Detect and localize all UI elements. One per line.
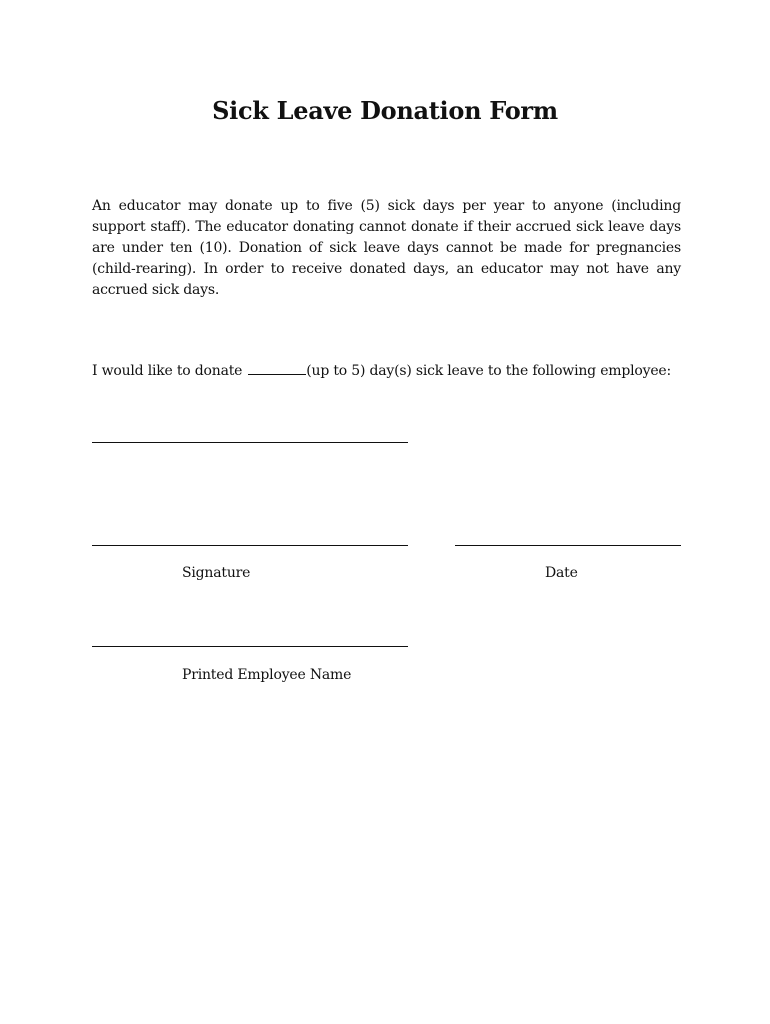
donate-suffix-text: (up to 5) day(s) sick leave to the following employee: [306,363,672,379]
signature-label: Signature [182,565,251,581]
printed-name-label: Printed Employee Name [182,667,352,683]
days-count-field[interactable] [248,360,306,375]
signature-field[interactable] [92,545,408,546]
donation-statement [92,360,712,382]
date-label: Date [545,565,578,581]
date-field[interactable] [455,545,681,546]
donate-prefix-text: I would like to donate [92,363,243,379]
page-title: Sick Leave Donation Form [212,96,558,125]
intro-paragraph: An educator may donate up to five (5) sick days per year to anyone (including support staff). The educator donating cannot donate if their accrued sick leave days are under ten (10). Donation of sick leave days cannot be made for pregnancies (child-rearing). In order to receive donated days, an educator may not have any accrued sick days. [92,198,681,298]
recipient-employee-field[interactable] [92,442,408,443]
printed-name-field[interactable] [92,646,408,647]
